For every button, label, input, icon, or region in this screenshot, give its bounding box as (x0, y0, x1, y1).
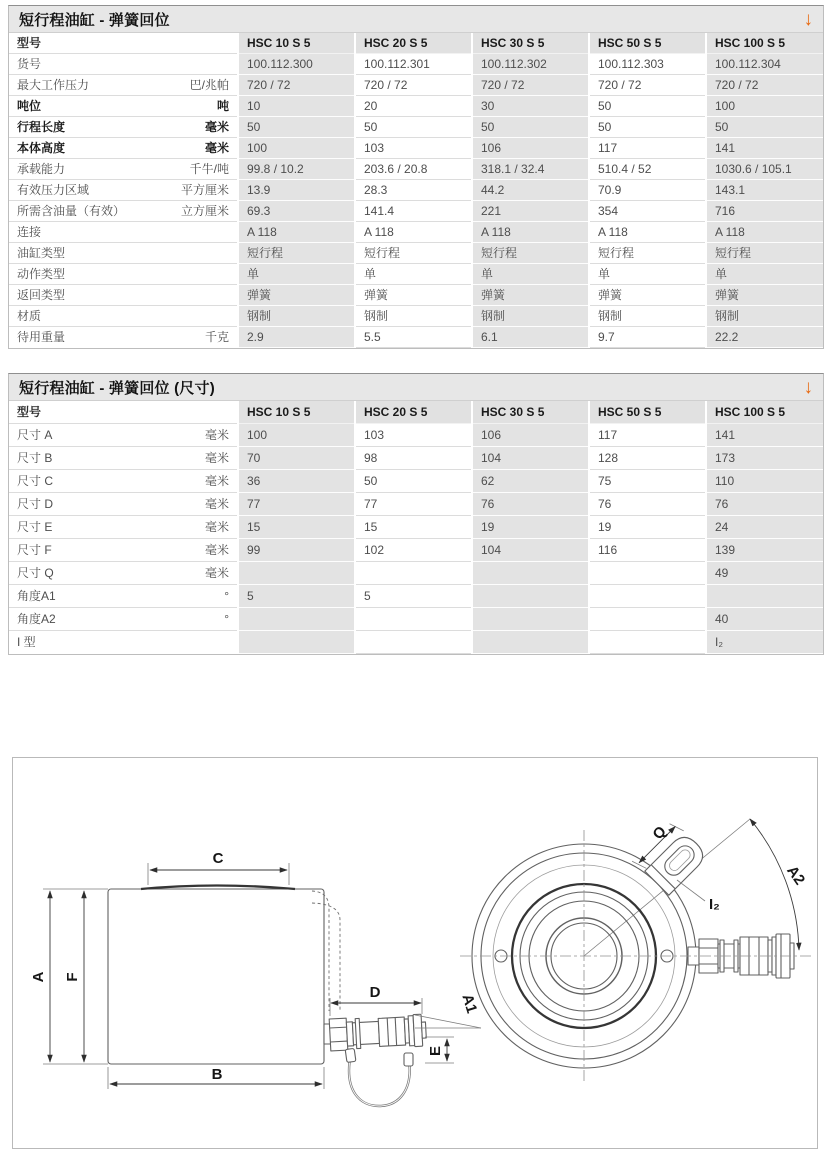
table-row (9, 424, 823, 447)
value-cell: 76 (472, 493, 589, 516)
table-row (9, 138, 823, 159)
row-unit: ° (224, 588, 229, 603)
row-unit: 毫米 (204, 519, 229, 534)
row-label: 角度A1 (17, 588, 56, 603)
value-cell: 5 (238, 585, 355, 608)
value-cell: 104 (472, 539, 589, 562)
table-row (9, 117, 823, 138)
model-header-cell: HSC 10 S 5 (238, 33, 355, 54)
dimension-table-title: 短行程油缸 - 弹簧回位 (尺寸) (19, 379, 215, 397)
value-cell: 短行程 (706, 243, 823, 264)
row-label-cell (9, 585, 238, 608)
row-label: I 型 (17, 634, 36, 649)
value-cell: 50 (355, 117, 472, 138)
row-label: 货号 (17, 56, 42, 71)
spec-table (9, 33, 823, 348)
down-arrow-icon[interactable]: ↓ (803, 8, 813, 30)
value-cell (472, 631, 589, 654)
down-arrow-icon[interactable]: ↓ (803, 376, 813, 398)
value-cell: 62 (472, 470, 589, 493)
value-cell: 720 / 72 (238, 75, 355, 96)
value-cell (472, 608, 589, 631)
value-cell: 30 (472, 96, 589, 117)
row-label-cell (9, 159, 238, 180)
value-cell (472, 562, 589, 585)
table-row (9, 264, 823, 285)
value-cell: 100 (238, 138, 355, 159)
row-label: 待用重量 (17, 329, 66, 344)
row-label-cell (9, 201, 238, 222)
value-cell: 76 (589, 493, 706, 516)
row-label-cell (9, 608, 238, 631)
model-header-cell: HSC 20 S 5 (355, 33, 472, 54)
value-cell: 141 (706, 138, 823, 159)
row-label-cell (9, 516, 238, 539)
row-label: 返回类型 (17, 287, 66, 302)
value-cell: 106 (472, 138, 589, 159)
model-header-cell: HSC 30 S 5 (472, 33, 589, 54)
row-label: 行程长度 (17, 119, 66, 134)
value-cell: 13.9 (238, 180, 355, 201)
dim-label-A2: A2 (783, 862, 809, 889)
row-label-cell (9, 285, 238, 306)
value-cell: 钢制 (706, 306, 823, 327)
value-cell (355, 631, 472, 654)
row-label: 材质 (17, 308, 42, 323)
row-unit: 立方厘米 (180, 203, 229, 218)
value-cell: 10 (238, 96, 355, 117)
value-cell: 103 (355, 138, 472, 159)
value-cell: 100 (706, 96, 823, 117)
spec-table-block (8, 5, 824, 349)
value-cell: 77 (238, 493, 355, 516)
row-label: 本体高度 (17, 140, 66, 155)
row-unit: 毫米 (204, 496, 229, 511)
value-cell: 40 (706, 608, 823, 631)
row-label-cell (9, 493, 238, 516)
value-cell: 128 (589, 447, 706, 470)
value-cell (238, 608, 355, 631)
row-unit: 毫米 (204, 119, 229, 134)
value-cell: 100.112.300 (238, 54, 355, 75)
row-label-cell (9, 631, 238, 654)
value-cell: 44.2 (472, 180, 589, 201)
table-row (9, 539, 823, 562)
model-header-cell: HSC 10 S 5 (238, 401, 355, 424)
value-cell: 77 (355, 493, 472, 516)
row-label: 吨位 (17, 98, 42, 113)
dim-label-F: F (64, 972, 81, 982)
value-cell (589, 585, 706, 608)
dim-label-C: C (212, 850, 224, 867)
value-cell: 短行程 (355, 243, 472, 264)
value-cell: A 118 (355, 222, 472, 243)
table-row (9, 306, 823, 327)
value-cell: 9.7 (589, 327, 706, 348)
value-cell: 短行程 (472, 243, 589, 264)
value-cell: 116 (589, 539, 706, 562)
value-cell: 99.8 / 10.2 (238, 159, 355, 180)
table-row (9, 222, 823, 243)
table-row (9, 159, 823, 180)
value-cell: 70 (238, 447, 355, 470)
value-cell: 139 (706, 539, 823, 562)
row-label-cell (9, 117, 238, 138)
table-row (9, 243, 823, 264)
side-view-coupler (329, 1014, 427, 1051)
table-row (9, 201, 823, 222)
table-row (9, 447, 823, 470)
value-cell: A 118 (706, 222, 823, 243)
value-cell: 117 (589, 138, 706, 159)
row-unit: 巴/兆帕 (189, 77, 229, 92)
value-cell: 6.1 (472, 327, 589, 348)
dimension-table (9, 401, 823, 654)
value-cell: 720 / 72 (589, 75, 706, 96)
value-cell: 104 (472, 447, 589, 470)
value-cell: 70.9 (589, 180, 706, 201)
dimension-table-title-bar (9, 374, 823, 401)
spec-table-title: 短行程油缸 - 弹簧回位 (19, 11, 170, 29)
value-cell (706, 585, 823, 608)
value-cell: 716 (706, 201, 823, 222)
side-view (30, 850, 481, 1106)
dim-label-D: D (369, 984, 381, 1001)
value-cell: 49 (706, 562, 823, 585)
technical-drawing-panel (12, 757, 818, 1149)
row-label-cell (9, 54, 238, 75)
value-cell: 221 (472, 201, 589, 222)
value-cell: 69.3 (238, 201, 355, 222)
value-cell (355, 608, 472, 631)
row-label-cell (9, 424, 238, 447)
value-cell: 50 (472, 117, 589, 138)
value-cell: 22.2 (706, 327, 823, 348)
model-row-header: 型号 (9, 33, 238, 54)
value-cell: 318.1 / 32.4 (472, 159, 589, 180)
value-cell: A 118 (589, 222, 706, 243)
row-label-cell (9, 243, 238, 264)
value-cell: 弹簧 (472, 285, 589, 306)
value-cell (238, 631, 355, 654)
dim-label-E: E (427, 1045, 444, 1057)
row-unit: 吨 (216, 98, 229, 113)
value-cell: 5.5 (355, 327, 472, 348)
value-cell: 720 / 72 (355, 75, 472, 96)
value-cell: 173 (706, 447, 823, 470)
value-cell: 短行程 (589, 243, 706, 264)
dim-label-A1: A1 (458, 992, 481, 1016)
row-label: 角度A2 (17, 611, 56, 626)
row-label: 油缸类型 (17, 245, 66, 260)
row-label: 尺寸 B (17, 450, 53, 465)
row-label: 连接 (17, 224, 42, 239)
value-cell: 143.1 (706, 180, 823, 201)
value-cell (472, 585, 589, 608)
model-header-cell: HSC 30 S 5 (472, 401, 589, 424)
value-cell: 单 (706, 264, 823, 285)
model-row-header: 型号 (9, 401, 238, 424)
value-cell: 100.112.304 (706, 54, 823, 75)
value-cell: 36 (238, 470, 355, 493)
handle-boss (632, 820, 708, 896)
model-header-cell: HSC 100 S 5 (706, 401, 823, 424)
value-cell: 100 (238, 424, 355, 447)
row-unit: 毫米 (204, 565, 229, 580)
value-cell: 短行程 (238, 243, 355, 264)
row-label: 所需含油量（有效） (17, 203, 126, 218)
value-cell: 单 (355, 264, 472, 285)
value-cell: 203.6 / 20.8 (355, 159, 472, 180)
value-cell: 99 (238, 539, 355, 562)
value-cell: 15 (355, 516, 472, 539)
value-cell: I₂ (706, 631, 823, 654)
model-header-cell: HSC 100 S 5 (706, 33, 823, 54)
spec-table-title-bar (9, 6, 823, 33)
value-cell: 钢制 (355, 306, 472, 327)
value-cell: 106 (472, 424, 589, 447)
value-cell (589, 562, 706, 585)
value-cell: 28.3 (355, 180, 472, 201)
dim-label-B: B (211, 1066, 223, 1083)
row-unit: 千克 (204, 329, 229, 344)
value-cell: 1030.6 / 105.1 (706, 159, 823, 180)
value-cell: 76 (706, 493, 823, 516)
value-cell (589, 631, 706, 654)
value-cell (589, 608, 706, 631)
value-cell: 510.4 / 52 (589, 159, 706, 180)
value-cell: 50 (238, 117, 355, 138)
value-cell: 720 / 72 (472, 75, 589, 96)
row-label: 尺寸 E (17, 519, 53, 534)
value-cell: 100.112.301 (355, 54, 472, 75)
row-label-cell (9, 138, 238, 159)
value-cell: 50 (589, 117, 706, 138)
value-cell: 弹簧 (238, 285, 355, 306)
row-unit: 平方厘米 (180, 182, 229, 197)
value-cell: 钢制 (589, 306, 706, 327)
row-label: 尺寸 A (17, 427, 53, 442)
row-unit: 毫米 (204, 473, 229, 488)
table-row (9, 516, 823, 539)
value-cell: 19 (472, 516, 589, 539)
value-cell: 19 (589, 516, 706, 539)
value-cell: 100.112.302 (472, 54, 589, 75)
value-cell: 98 (355, 447, 472, 470)
table-row (9, 327, 823, 348)
value-cell: 50 (589, 96, 706, 117)
value-cell: 354 (589, 201, 706, 222)
row-label-cell (9, 562, 238, 585)
value-cell: 弹簧 (706, 285, 823, 306)
value-cell: 141.4 (355, 201, 472, 222)
row-label-cell (9, 470, 238, 493)
table-row (9, 562, 823, 585)
table-row (9, 96, 823, 117)
value-cell: A 118 (238, 222, 355, 243)
row-label: 尺寸 D (17, 496, 54, 511)
row-label: 尺寸 C (17, 473, 54, 488)
dim-label-I2: I₂ (709, 896, 720, 913)
row-unit: 毫米 (204, 542, 229, 557)
row-unit: 毫米 (204, 140, 229, 155)
row-label: 有效压力区域 (17, 182, 90, 197)
model-header-cell: HSC 50 S 5 (589, 401, 706, 424)
value-cell: 15 (238, 516, 355, 539)
value-cell: 102 (355, 539, 472, 562)
row-label: 承载能力 (17, 161, 66, 176)
value-cell: 110 (706, 470, 823, 493)
row-label-cell (9, 222, 238, 243)
table-row (9, 75, 823, 96)
table-row (9, 631, 823, 654)
table-row (9, 54, 823, 75)
value-cell: 单 (472, 264, 589, 285)
value-cell: 20 (355, 96, 472, 117)
row-label-cell (9, 264, 238, 285)
value-cell (355, 562, 472, 585)
row-unit: ° (224, 611, 229, 626)
table-row (9, 585, 823, 608)
value-cell: 103 (355, 424, 472, 447)
value-cell: 117 (589, 424, 706, 447)
value-cell: 141 (706, 424, 823, 447)
value-cell: 钢制 (238, 306, 355, 327)
table-row (9, 493, 823, 516)
dimension-table-block (8, 373, 824, 655)
value-cell: 弹簧 (589, 285, 706, 306)
table-row (9, 285, 823, 306)
value-cell: 5 (355, 585, 472, 608)
row-unit: 毫米 (204, 427, 229, 442)
row-label-cell (9, 447, 238, 470)
value-cell: 100.112.303 (589, 54, 706, 75)
model-header-cell: HSC 50 S 5 (589, 33, 706, 54)
value-cell: A 118 (472, 222, 589, 243)
row-unit: 千牛/吨 (189, 161, 229, 176)
row-label-cell (9, 306, 238, 327)
value-cell (238, 562, 355, 585)
value-cell: 单 (238, 264, 355, 285)
dim-label-Q: Q (649, 822, 670, 844)
row-label: 尺寸 F (17, 542, 52, 557)
value-cell: 弹簧 (355, 285, 472, 306)
row-label: 动作类型 (17, 266, 66, 281)
row-unit: 毫米 (204, 450, 229, 465)
row-label-cell (9, 96, 238, 117)
row-label-cell (9, 180, 238, 201)
value-cell: 钢制 (472, 306, 589, 327)
value-cell: 50 (355, 470, 472, 493)
row-label-cell (9, 539, 238, 562)
row-label: 最大工作压力 (17, 77, 90, 92)
value-cell: 75 (589, 470, 706, 493)
row-label-cell (9, 75, 238, 96)
top-view (460, 819, 813, 1082)
table-row (9, 470, 823, 493)
row-label: 尺寸 Q (17, 565, 54, 580)
value-cell: 2.9 (238, 327, 355, 348)
model-header-cell: HSC 20 S 5 (355, 401, 472, 424)
value-cell: 单 (589, 264, 706, 285)
cylinder-technical-drawing (13, 758, 817, 1148)
value-cell: 50 (706, 117, 823, 138)
cylinder-body (108, 889, 324, 1064)
dim-label-A: A (30, 971, 47, 983)
table-row (9, 608, 823, 631)
row-label-cell (9, 327, 238, 348)
value-cell: 24 (706, 516, 823, 539)
value-cell: 720 / 72 (706, 75, 823, 96)
table-row (9, 180, 823, 201)
